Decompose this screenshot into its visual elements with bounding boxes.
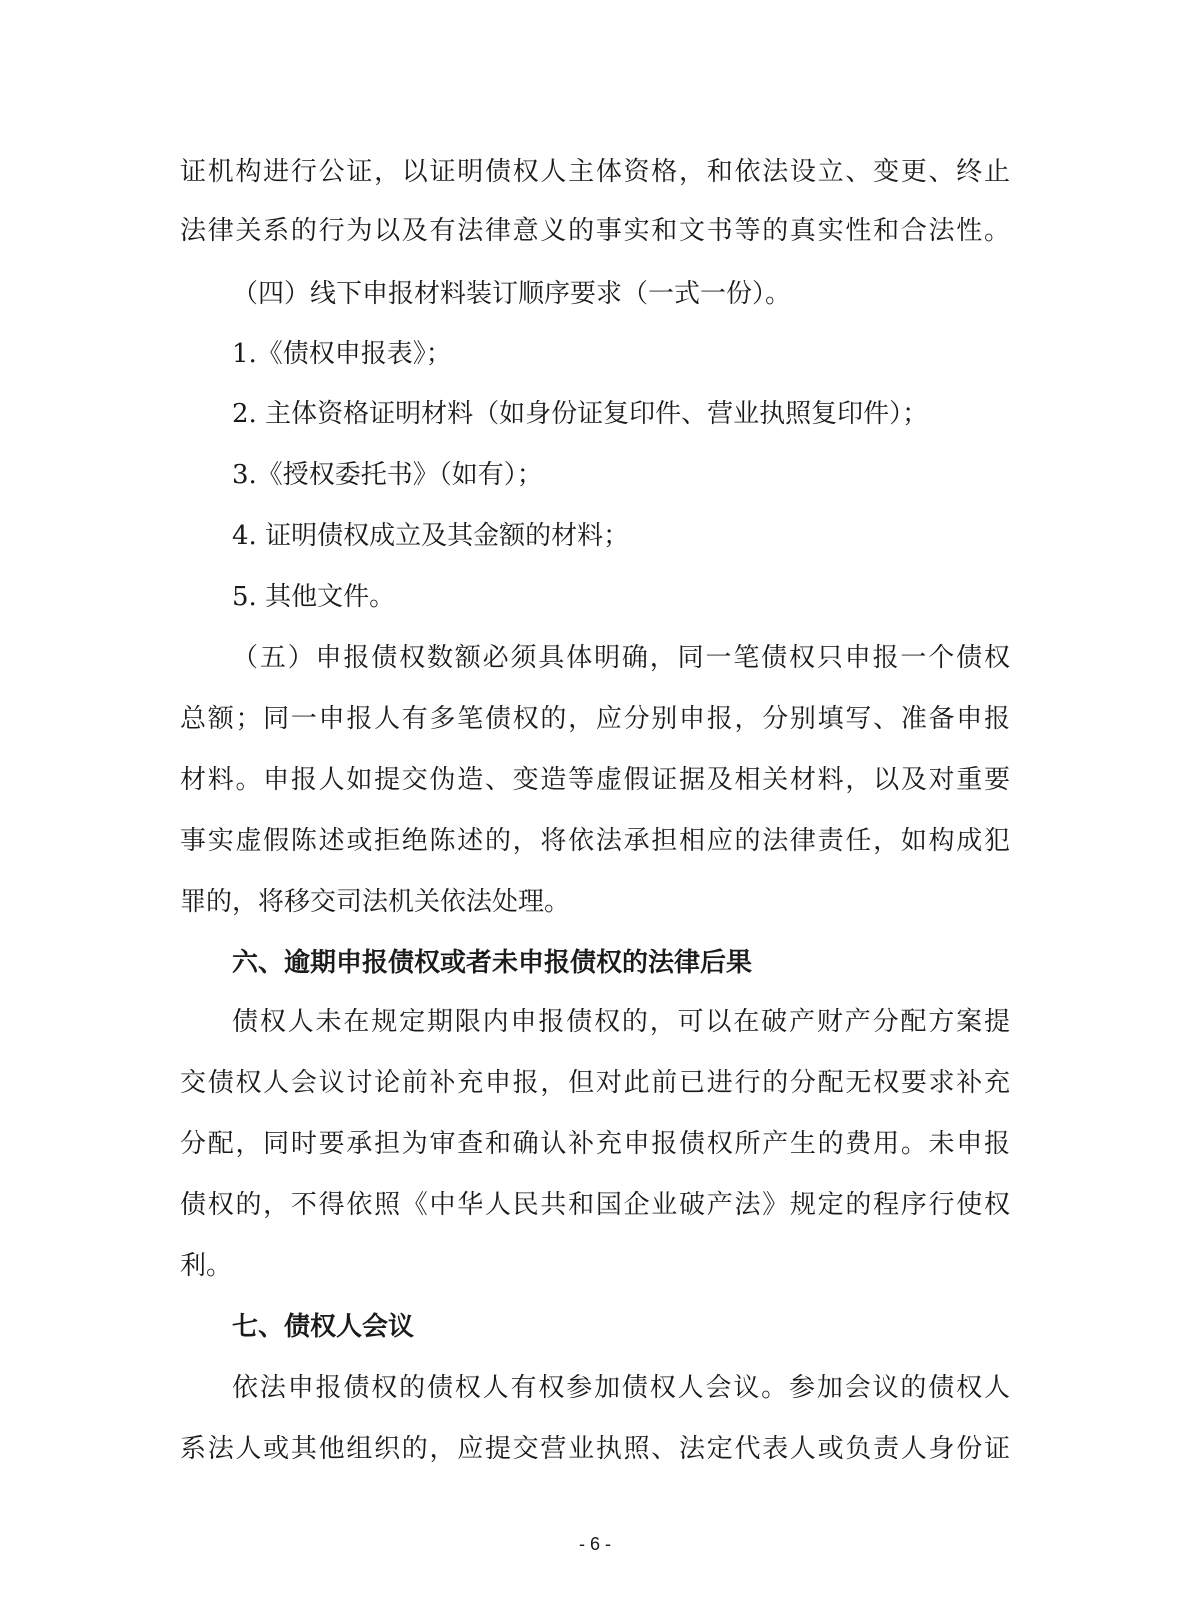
section-heading: 六、逾期申报债权或者未申报债权的法律后果 <box>232 948 753 978</box>
body-text-line: 证机构进行公证，以证明债权人主体资格，和依法设立、变更、终止 <box>180 157 1010 187</box>
section-heading: 七、债权人会议 <box>232 1312 415 1342</box>
body-text-line: 依法申报债权的债权人有权参加债权人会议。参加会议的债权人 <box>232 1373 1010 1403</box>
body-text-line: 债权的，不得依照《中华人民共和国企业破产法》规定的程序行使权 <box>180 1190 1010 1220</box>
list-item: 3.《授权委托书》（如有）； <box>232 460 543 490</box>
body-text-line: 利。 <box>180 1251 233 1281</box>
body-text-line: 法律关系的行为以及有法律意义的事实和文书等的真实性和合法性。 <box>180 216 1010 246</box>
body-text-line: 交债权人会议讨论前补充申报，但对此前已进行的分配无权要求补充 <box>180 1068 1010 1098</box>
body-text-line: 事实虚假陈述或拒绝陈述的，将依法承担相应的法律责任，如构成犯 <box>180 826 1010 856</box>
list-item: 1.《债权申报表》； <box>232 339 452 369</box>
body-text-line: 分配，同时要承担为审查和确认补充申报债权所产生的费用。未申报 <box>180 1129 1010 1159</box>
body-text-line: 罪的，将移交司法机关依法处理。 <box>180 887 571 917</box>
list-item: 5. 其他文件。 <box>232 582 396 612</box>
body-text-line: （五）申报债权数额必须具体明确，同一笔债权只申报一个债权 <box>232 643 1010 673</box>
body-text-line: 系法人或其他组织的，应提交营业执照、法定代表人或负责人身份证 <box>180 1434 1010 1464</box>
section-intro-line: （四）线下申报材料装订顺序要求（一式一份）。 <box>232 279 792 309</box>
body-text-line: 债权人未在规定期限内申报债权的，可以在破产财产分配方案提 <box>232 1007 1010 1037</box>
body-text-line: 材料。申报人如提交伪造、变造等虚假证据及相关材料，以及对重要 <box>180 765 1010 795</box>
page-number: - 6 - <box>578 1534 611 1554</box>
body-text-line: 总额；同一申报人有多笔债权的，应分别申报，分别填写、准备申报 <box>180 704 1010 734</box>
list-item: 4. 证明债权成立及其金额的材料； <box>232 521 630 551</box>
list-item: 2. 主体资格证明材料（如身份证复印件、营业执照复印件）； <box>232 399 929 429</box>
